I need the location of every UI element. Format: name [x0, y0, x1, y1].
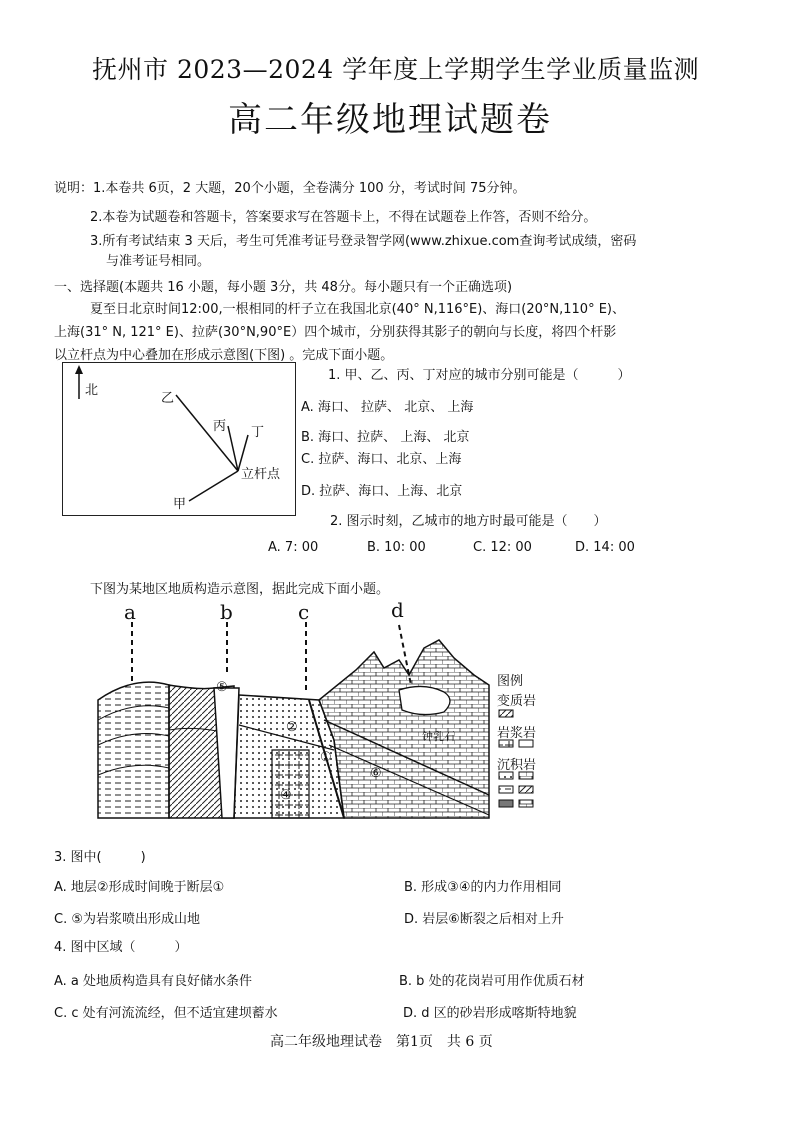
note-3b: 与准考证号相同。	[106, 254, 211, 269]
q1-option-c: C. 拉萨、海口、北京、上海	[301, 452, 462, 467]
stem-line3: 以立杆点为中心叠加在形成示意图(下图) 。完成下面小题。	[54, 348, 394, 363]
label-5: ⑤	[216, 680, 228, 695]
q3-option-d: D. 岩层⑥断裂之后相对上升	[404, 912, 564, 927]
geology-figure-svg	[94, 600, 544, 825]
q3-stem: 3. 图中( )	[54, 850, 146, 865]
fig2-intro: 下图为某地区地质构造示意图，据此完成下面小题。	[90, 582, 390, 597]
stalactite-label: 钟乳石	[422, 730, 455, 743]
page-footer: 高二年级地理试卷 第1页 共 6 页	[270, 1034, 493, 1050]
legend-metamorphic: 变质岩	[497, 694, 537, 709]
marker-c: c	[298, 600, 310, 624]
label-jia: 甲	[173, 497, 187, 512]
note-3a: 3.所有考试结束 3 天后，考生可凭准考证号登录智学网(www.zhixue.com查询考试成绩，密码	[90, 234, 637, 249]
legend-sedimentary: 沉积岩	[497, 758, 537, 773]
section-heading: 一、选择题(本题共 16 小题，每小题 3分，共 48分。每小题只有一个正确选项)	[54, 280, 513, 295]
marker-a: a	[124, 600, 136, 624]
q2-option-a: A. 7: 00	[268, 540, 319, 555]
q1-stem: 1. 甲、乙、丙、丁对应的城市分别可能是（ ）	[328, 368, 631, 383]
label-1: ①	[320, 750, 332, 765]
q4-option-d: D. d 区的砂岩形成喀斯特地貌	[403, 1006, 577, 1021]
exam-title-line1: 抚州市 2023—2024 学年度上学期学生学业质量监测	[92, 55, 700, 84]
shadow-jia	[189, 471, 238, 501]
exam-title-line2: 高二年级地理试题卷	[228, 100, 552, 140]
stem-line1: 夏至日北京时间12:00,一根相同的杆子立在我国北京(40° N,116°E)、海口(20°N,110° E)、	[90, 302, 625, 317]
label-2: ②	[286, 720, 298, 735]
note-1: 说明：1.本卷共 6页，2 大题，20个小题，全卷满分 100 分，考试时间 75分钟。	[54, 181, 526, 196]
label-4: ④	[280, 788, 292, 803]
north-label: 北	[85, 383, 99, 398]
q4-option-a: A. a 处地质构造具有良好储水条件	[54, 974, 253, 989]
geology-figure	[94, 600, 544, 825]
note-2: 2.本卷为试题卷和答题卡，答案要求写在答题卡上，不得在试题卷上作答，否则不给分。	[90, 210, 597, 225]
q2-option-b: B. 10: 00	[367, 540, 426, 555]
q3-option-b: B. 形成③④的内力作用相同	[404, 880, 562, 895]
q4-stem: 4. 图中区域（ ）	[54, 940, 188, 955]
shadow-figure	[62, 362, 296, 516]
q2-option-c: C. 12: 00	[473, 540, 532, 555]
marker-d: d	[391, 598, 404, 622]
label-6: ⑥	[370, 766, 382, 781]
stem-line2: 上海(31° N, 121° E)、拉萨(30°N,90°E）四个城市，分别获得其影子的朝向与长度，将四个杆影	[54, 325, 617, 340]
q1-option-b: B. 海口、拉萨、 上海、 北京	[301, 430, 470, 445]
label-yi: 乙	[161, 391, 175, 406]
label-ding: 丁	[251, 425, 265, 440]
north-arrow-icon	[75, 365, 83, 374]
label-bing: 丙	[213, 419, 227, 434]
legend-title: 图例	[497, 674, 524, 689]
q1-option-a: A. 海口、 拉萨、 北京、 上海	[301, 400, 474, 415]
q1-option-d: D. 拉萨、海口、上海、北京	[301, 484, 463, 499]
q4-option-c: C. c 处有河流流经，但不适宜建坝蓄水	[54, 1006, 278, 1021]
q4-option-b: B. b 处的花岗岩可用作优质石材	[399, 974, 585, 989]
label-pole: 立杆点	[241, 467, 281, 482]
q3-option-a: A. 地层②形成时间晚于断层①	[54, 880, 225, 895]
q3-option-c: C. ⑤为岩浆喷出形成山地	[54, 912, 200, 927]
q2-option-d: D. 14: 00	[575, 540, 635, 555]
shadow-yi	[176, 395, 238, 471]
marker-b: b	[220, 600, 233, 624]
q2-stem: 2. 图示时刻，乙城市的地方时最可能是（ ）	[330, 514, 607, 529]
legend-magmatic: 岩浆岩	[497, 726, 537, 741]
